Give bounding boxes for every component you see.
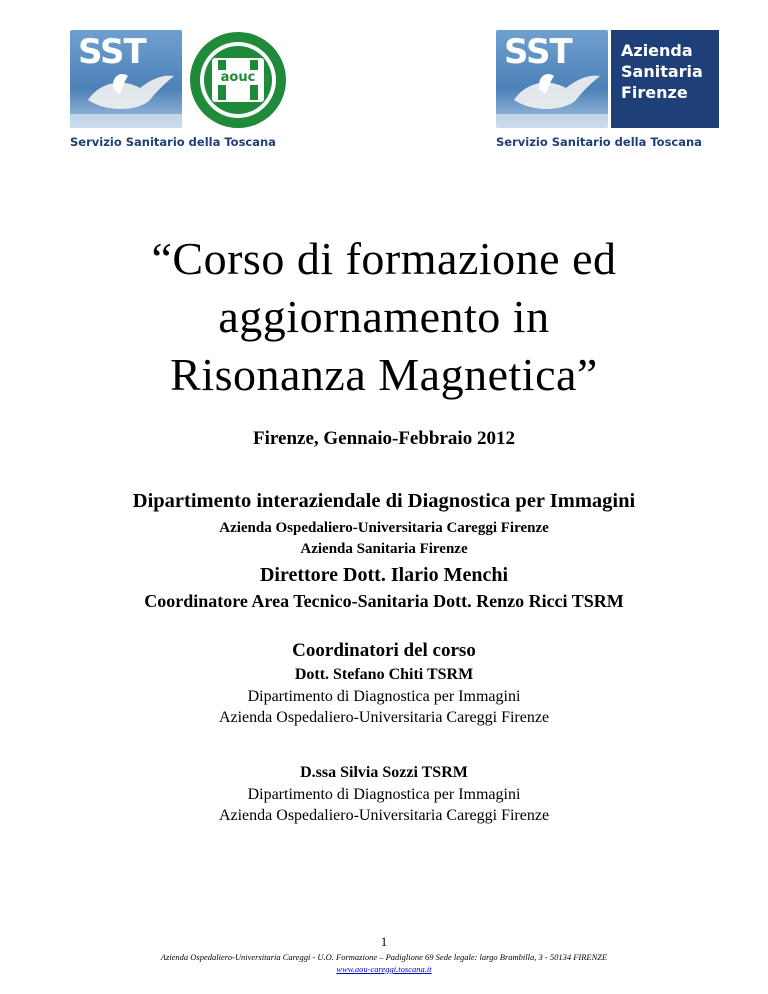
footer-url-wrapper xyxy=(0,964,768,974)
logo-sst-asf xyxy=(496,30,721,152)
asf-logo-box xyxy=(611,30,719,128)
department-director: Direttore Dott. Ilario Menchi xyxy=(259,564,509,586)
sst-logo-block xyxy=(496,30,608,128)
department-org-2: Azienda Sanitaria Firenze xyxy=(300,541,468,557)
footer-text: Azienda Ospedaliero-Universitaria Careggi - U.O. Formazione – Padiglione 69 Sede legale: largo Brambilla, 3 - 50134 FIRENZE xyxy=(160,952,608,962)
coordinator-org-1: Azienda Ospedaliero-Universitaria Careggi Firenze xyxy=(218,709,550,726)
title-line-1: “Corso di formazione ed xyxy=(151,233,617,284)
service-name-right: Servizio Sanitario della Toscana xyxy=(496,135,702,149)
page-number: 1 xyxy=(380,934,388,949)
coordinator-org-2: Azienda Ospedaliero-Universitaria Careggi Firenze xyxy=(218,807,550,824)
title-line-3: Risonanza Magnetica” xyxy=(170,349,598,400)
coordinator-name-1: Dott. Stefano Chiti TSRM xyxy=(294,666,474,683)
coordinator-dept-1: Dipartimento di Diagnostica per Immagini xyxy=(247,688,521,705)
pegasus-icon xyxy=(496,30,608,128)
pegasus-icon xyxy=(70,30,182,128)
coordinator-dept-2: Dipartimento di Diagnostica per Immagini xyxy=(247,786,521,803)
asf-line-1: Azienda xyxy=(621,41,693,60)
department-name: Dipartimento interaziendale di Diagnostica per Immagini xyxy=(132,490,636,512)
department-coordinator: Coordinatore Area Tecnico-Sanitaria Dott. Renzo Ricci TSRM xyxy=(144,591,624,611)
date-line: Firenze, Gennaio-Febbraio 2012 xyxy=(253,428,515,449)
sst-logo-text: SST xyxy=(78,32,146,72)
coordinator-name-2: D.ssa Silvia Sozzi TSRM xyxy=(300,764,468,781)
logo-sst-aouc xyxy=(70,30,295,152)
asf-line-2: Sanitaria xyxy=(621,62,703,81)
coordinators-heading: Coordinatori del corso xyxy=(292,640,476,661)
department-org-1: Azienda Ospedaliero-Universitaria Careggi Firenze xyxy=(219,520,549,536)
sst-logo-text: SST xyxy=(504,32,572,72)
asf-line-3: Firenze xyxy=(621,83,688,102)
footer-link[interactable]: www.aou-careggi.toscana.it xyxy=(336,964,432,974)
aouc-logo-text: aouc xyxy=(215,70,261,85)
service-name-left: Servizio Sanitario della Toscana xyxy=(70,135,276,149)
sst-logo-block xyxy=(70,30,182,128)
title-line-2: aggiornamento in xyxy=(218,291,550,342)
